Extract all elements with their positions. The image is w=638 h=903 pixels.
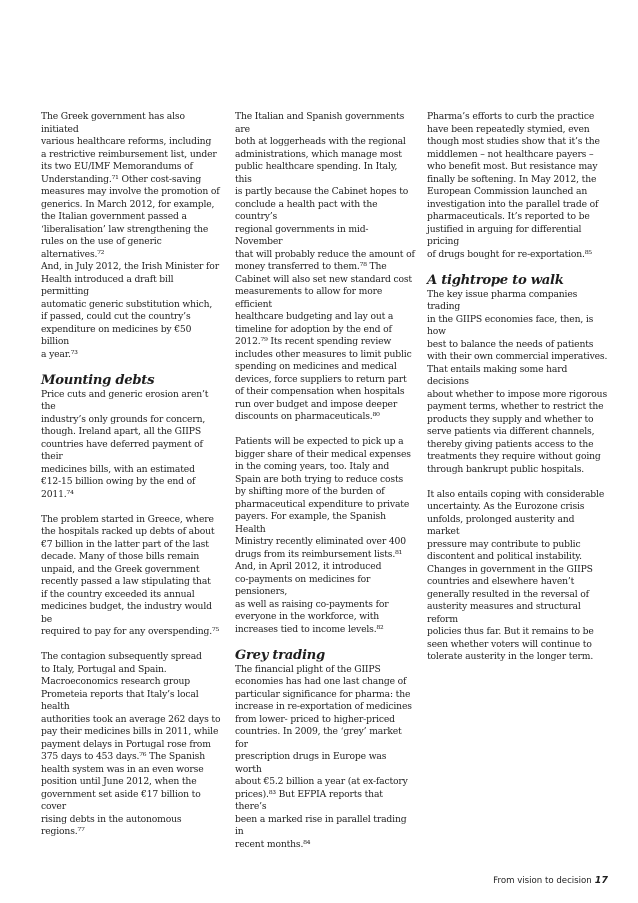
- footer-title: From vision to decision: [493, 876, 592, 886]
- column-1: [41, 111, 221, 851]
- section-heading-mounting-debts: Mounting debts: [41, 372, 155, 388]
- paragraph: Patients will be expected to pick up a bigger share of their medical expenses in the coming years, too. Italy and Spain are both trying to reduce costs by shifting more of the burden of pharmaceutical expenditure to private payers. For example, the Spanish Health Ministry recently eliminated over 400 drugs from its reimbursement lists.⁸¹ And, in April 2012, it introduced co-payments on medicines for pensioners, as well as raising co-payments for everyone in the workforce, with increases tied to income levels.⁸²: [235, 436, 411, 635]
- paragraph: The key issue pharma companies trading in the GIIPS economies face, then, is how best to balance the needs of patients with their own commercial imperatives. That entails making some hard decisions about whether to impose more rigorous payment terms, whether to restrict the products they supply and whether to serve patients via different channels, thereby giving patients access to the treatments they require without going through bankrupt public hospitals.: [427, 288, 608, 475]
- paragraph: The financial plight of the GIIPS economies has had one last change of particular significance for pharma: the increase in re-exportation of medicines from lower- priced to higher-priced countries. In 2009, the ‘grey’ market for prescription drugs in Europe was worth about €5.2 billion a year (at ex-factory prices).⁸³ But EFPIA reports that there’s been a marked rise in parallel trading in recent months.⁸⁴: [235, 663, 412, 850]
- paragraph: Pharma’s efforts to curb the practice have been repeatedly stymied, even though most studies show that it’s the middlemen – not healthcare payers – who benefit most. But resistance may finally be softening. In May 2012, the European Commission launched an investigation into the parallel trade of pharmaceuticals. It’s reported to be justified in arguing for differential pricing of drugs bought for re-exportation.⁸⁵: [427, 111, 600, 260]
- page-number: 17: [594, 875, 608, 886]
- column-2: [235, 111, 415, 864]
- section-heading-tightrope: A tightrope to walk: [427, 272, 564, 288]
- paragraph: Price cuts and generic erosion aren’t the industry’s only grounds for concern, though. Ireland apart, all the GIIPS countries have deferred payment of their medicines bills, with an estimated €12-15 billion owing by the end of 2011.⁷⁴: [41, 388, 209, 500]
- paragraph: The Greek government has also initiated various healthcare reforms, including a restrictive reimbursement list, under its two EU/IMF Memorandums of Understanding.⁷¹ Other cost-saving measures may involve the promotion of generics. In March 2012, for example, the Italian government passed a ‘liberalisation’ law strengthening the rules on the use of generic alternatives.⁷² And, in July 2012, the Irish Minister for Health introduced a draft bill permitting automatic generic substitution which, if passed, could cut the country’s expenditure on medicines by €50 billion a year.⁷³: [41, 111, 220, 360]
- paragraph: The problem started in Greece, where the hospitals racked up debts of about €7 billion in the latter part of the last decade. Many of those bills remain unpaid, and the Greek government recently passed a law stipulating that if the country exceeded its annual medicines budget, the industry would be required to pay for any overspending.⁷⁵: [41, 513, 220, 637]
- column-3: [427, 111, 608, 676]
- section-heading-grey-trading: Grey trading: [235, 647, 325, 663]
- paragraph: The contagion subsequently spread to Italy, Portugal and Spain. Macroeconomics research group Prometeia reports that Italy’s local health authorities took an average 262 days to pay their medicines bills in 2011, while payment delays in Portugal rose from 375 days to 453 days.⁷⁶ The Spanish health system was in an even worse position until June 2012, when the government set aside €17 billion to cover rising debts in the autonomous regions.⁷⁷: [41, 651, 221, 837]
- paragraph: It also entails coping with considerable uncertainty. As the Eurozone crisis unfolds, prolonged austerity and market pressure may contribute to public discontent and political instability. Changes in government in the GIIPS countries and elsewhere haven’t generally resulted in the reversal of austerity measures and structural reform policies thus far. But it remains to be seen whether voters will continue to tolerate austerity in the longer term.: [427, 488, 605, 662]
- paragraph: The Italian and Spanish governments are both at loggerheads with the regional administrations, which manage most public healthcare spending. In Italy, this is partly because the Cabinet hopes to conclude a health pact with the country’s regional governments in mid-November that will probably reduce the amount of money transferred to them.⁷⁸ The Cabinet will also set new standard cost measurements to allow for more efficient healthcare budgeting and lay out a timeline for adoption by the end of 2012.⁷⁹ Its recent spending review includes other measures to limit public spending on medicines and medical devices, force suppliers to return part of their compensation when hospitals run over budget and impose deeper discounts on pharmaceuticals.⁸⁰: [235, 111, 415, 422]
- page-footer: [493, 876, 608, 886]
